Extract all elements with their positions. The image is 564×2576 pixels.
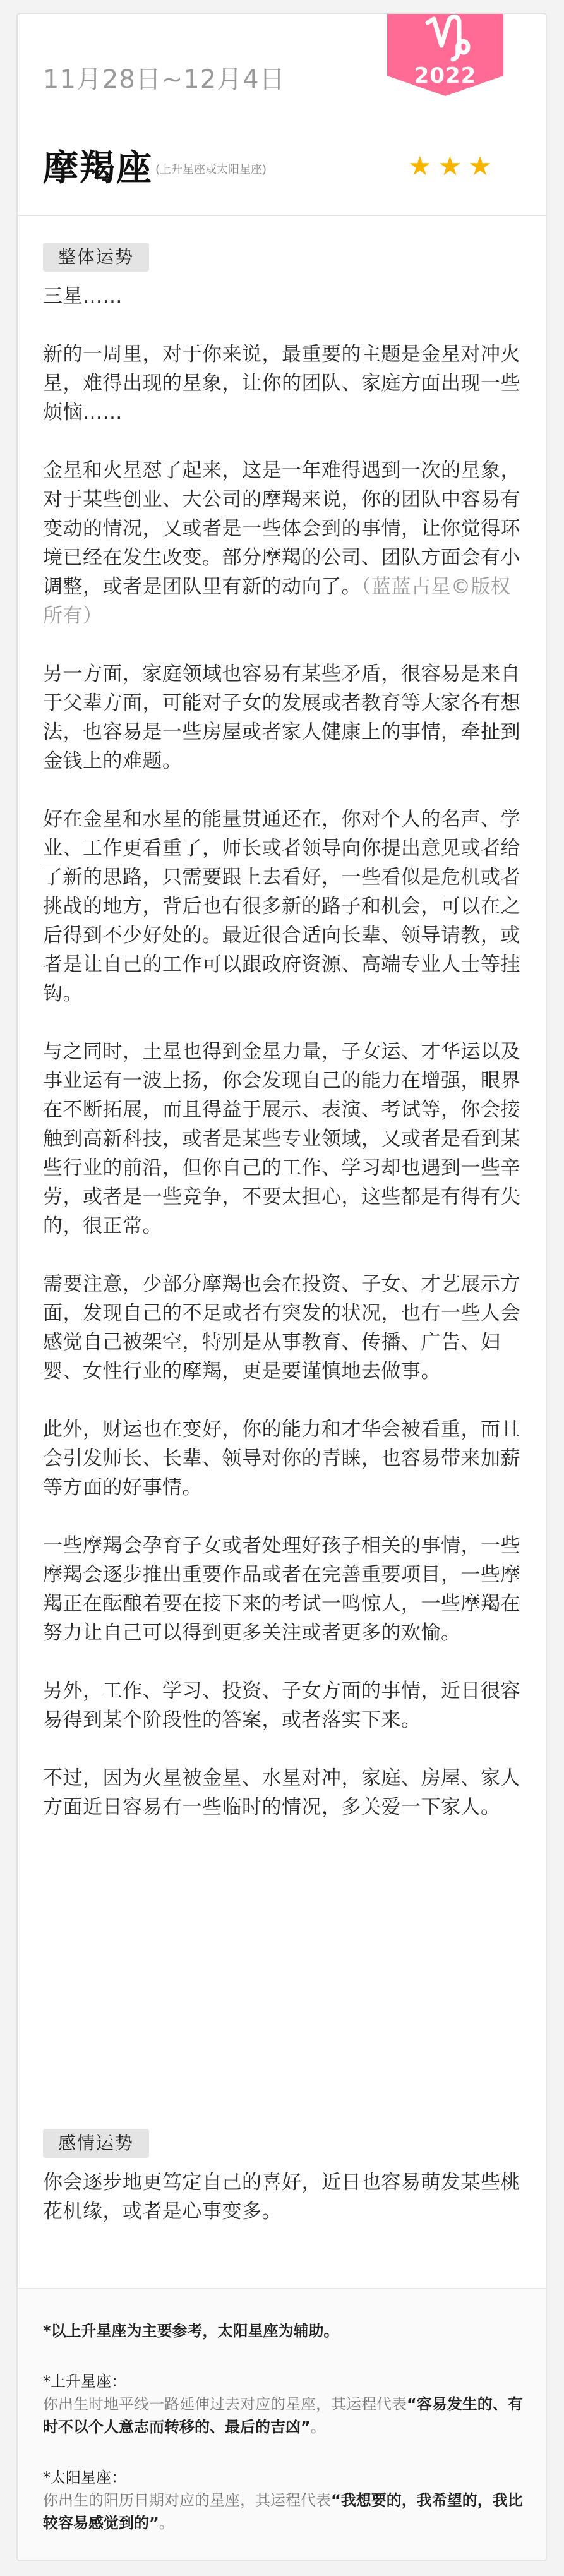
overall-paragraph: 三星…… bbox=[43, 285, 123, 308]
love-paragraph: 你会逐步地更笃定自己的喜好，近日也容易萌发某些桃花机缘，或者是心事变多。 bbox=[43, 2171, 520, 2223]
sun-desc-text: 你出生的阳历日期对应的星座，其运程代表 bbox=[43, 2491, 331, 2509]
sun-quote: “我想要的，我希望的，我比较容易感觉到的” bbox=[43, 2491, 523, 2532]
date-range: 11月28日~12月4日 bbox=[43, 65, 285, 94]
overall-paragraph bbox=[43, 456, 522, 630]
copyright-note: （蓝蓝占星©版权所有） bbox=[43, 575, 511, 627]
horoscope-card bbox=[16, 13, 547, 2561]
rising-desc-end: 。 bbox=[310, 2418, 326, 2436]
sun-description bbox=[43, 2489, 523, 2534]
rising-quote: “容易发生的、有时不以个人意志而转移的、最后的吉凶” bbox=[43, 2395, 523, 2436]
footer-notes bbox=[18, 2288, 546, 2561]
love-tag: 感情运势 bbox=[43, 2129, 149, 2158]
overall-paragraph-text: 金星和火星怼了起来，这是一年难得遇到一次的星象，对于某些创业、大公司的摩羯来说，你的团队中容易有变动的情况，又或者是一些体会到的事情，让你觉得环境已经在发生改变。部分摩羯的公司、团队方面会有小调整，或者是团队里有新的动向了。 bbox=[43, 459, 520, 598]
zodiac-badge bbox=[387, 13, 503, 96]
footer-divider bbox=[18, 2288, 546, 2289]
sign-note: (上升星座或太阳星座) bbox=[155, 163, 267, 176]
overall-paragraph: 好在金星和水星的能量贯通还在，你对个人的名声、学业、工作更看重了，师长或者领导向你提出意见或者给了新的思路，只需要跟上去看好，一些看似是危机或者挑战的地方，背后也有很多新的路子和机会，可以在之后得到不少好处的。最近很合适向长辈、领导请教，或者是让自己的工作可以跟政府资源、高端专业人士等挂钩。 bbox=[43, 808, 520, 1005]
sign-name: 摩羯座 bbox=[43, 148, 153, 189]
sun-label: *太阳星座： bbox=[43, 2469, 126, 2486]
badge-year: 2022 bbox=[414, 63, 477, 88]
capricorn-icon bbox=[387, 13, 503, 64]
overall-paragraph: 与之同时，土星也得到金星力量，子女运、才华运以及事业运有一波上扬，你会发现自己的能力在增强，眼界在不断拓展，而且得益于展示、表演、考试等，你会接触到高新科技，或者是某些专业领域，又或者是看到某些行业的前沿，但你自己的工作、学习却也遇到一些辛劳，或者是一些竞争，不要太担心，这些都是有得有失的，很正常。 bbox=[43, 1040, 520, 1237]
overall-body bbox=[43, 282, 522, 1822]
header-divider bbox=[18, 215, 546, 216]
overall-tag: 整体运势 bbox=[43, 243, 149, 272]
overall-paragraph: 另一方面，家庭领域也容易有某些矛盾，很容易是来自于父辈方面，可能对子女的发展或者教育等大家各有想法，也容易是一些房屋或者家人健康上的事情，牵扯到金钱上的难题。 bbox=[43, 663, 520, 773]
rising-description bbox=[43, 2393, 523, 2438]
rising-label: *上升星座： bbox=[43, 2373, 126, 2390]
love-body bbox=[43, 2168, 522, 2226]
star-rating: ★★★ bbox=[408, 150, 498, 181]
overall-paragraph: 新的一周里，对于你来说，最重要的主题是金星对冲火星，难得出现的星象，让你的团队、家庭方面出现一些烦恼…… bbox=[43, 343, 520, 424]
overall-paragraph: 不过，因为火星被金星、水星对冲，家庭、房屋、家人方面近日容易有一些临时的情况，多关爱一下家人。 bbox=[43, 1767, 520, 1819]
overall-paragraph: 此外，财运也在变好，你的能力和才华会被看重，而且会引发师长、长辈、领导对你的青睐，也容易带来加薪等方面的好事情。 bbox=[43, 1418, 520, 1499]
overall-paragraph: 另外，工作、学习、投资、子女方面的事情，近日很容易得到某个阶段性的答案，或者落实下来。 bbox=[43, 1680, 520, 1731]
overall-paragraph: 一些摩羯会孕育子女或者处理好孩子相关的事情，一些摩羯会逐步推出重要作品或者在完善重要项目，一些摩羯正在酝酿着要在接下来的考试一鸣惊人，一些摩羯在努力让自己可以得到更多关注或者更多的欢愉。 bbox=[43, 1534, 520, 1644]
rising-desc-text: 你出生时地平线一路延伸过去对应的星座，其运程代表 bbox=[43, 2395, 407, 2413]
sun-desc-end: 。 bbox=[159, 2514, 174, 2532]
footer-main-note: *以上升星座为主要参考，太阳星座为辅助。 bbox=[43, 2322, 339, 2340]
overall-paragraph: 需要注意，少部分摩羯也会在投资、子女、才艺展示方面，发现自己的不足或者有突发的状况，也有一些人会感觉自己被架空，特别是从事教育、传播、广告、妇婴、女性行业的摩羯，更是要谨慎地去做事。 bbox=[43, 1273, 520, 1383]
